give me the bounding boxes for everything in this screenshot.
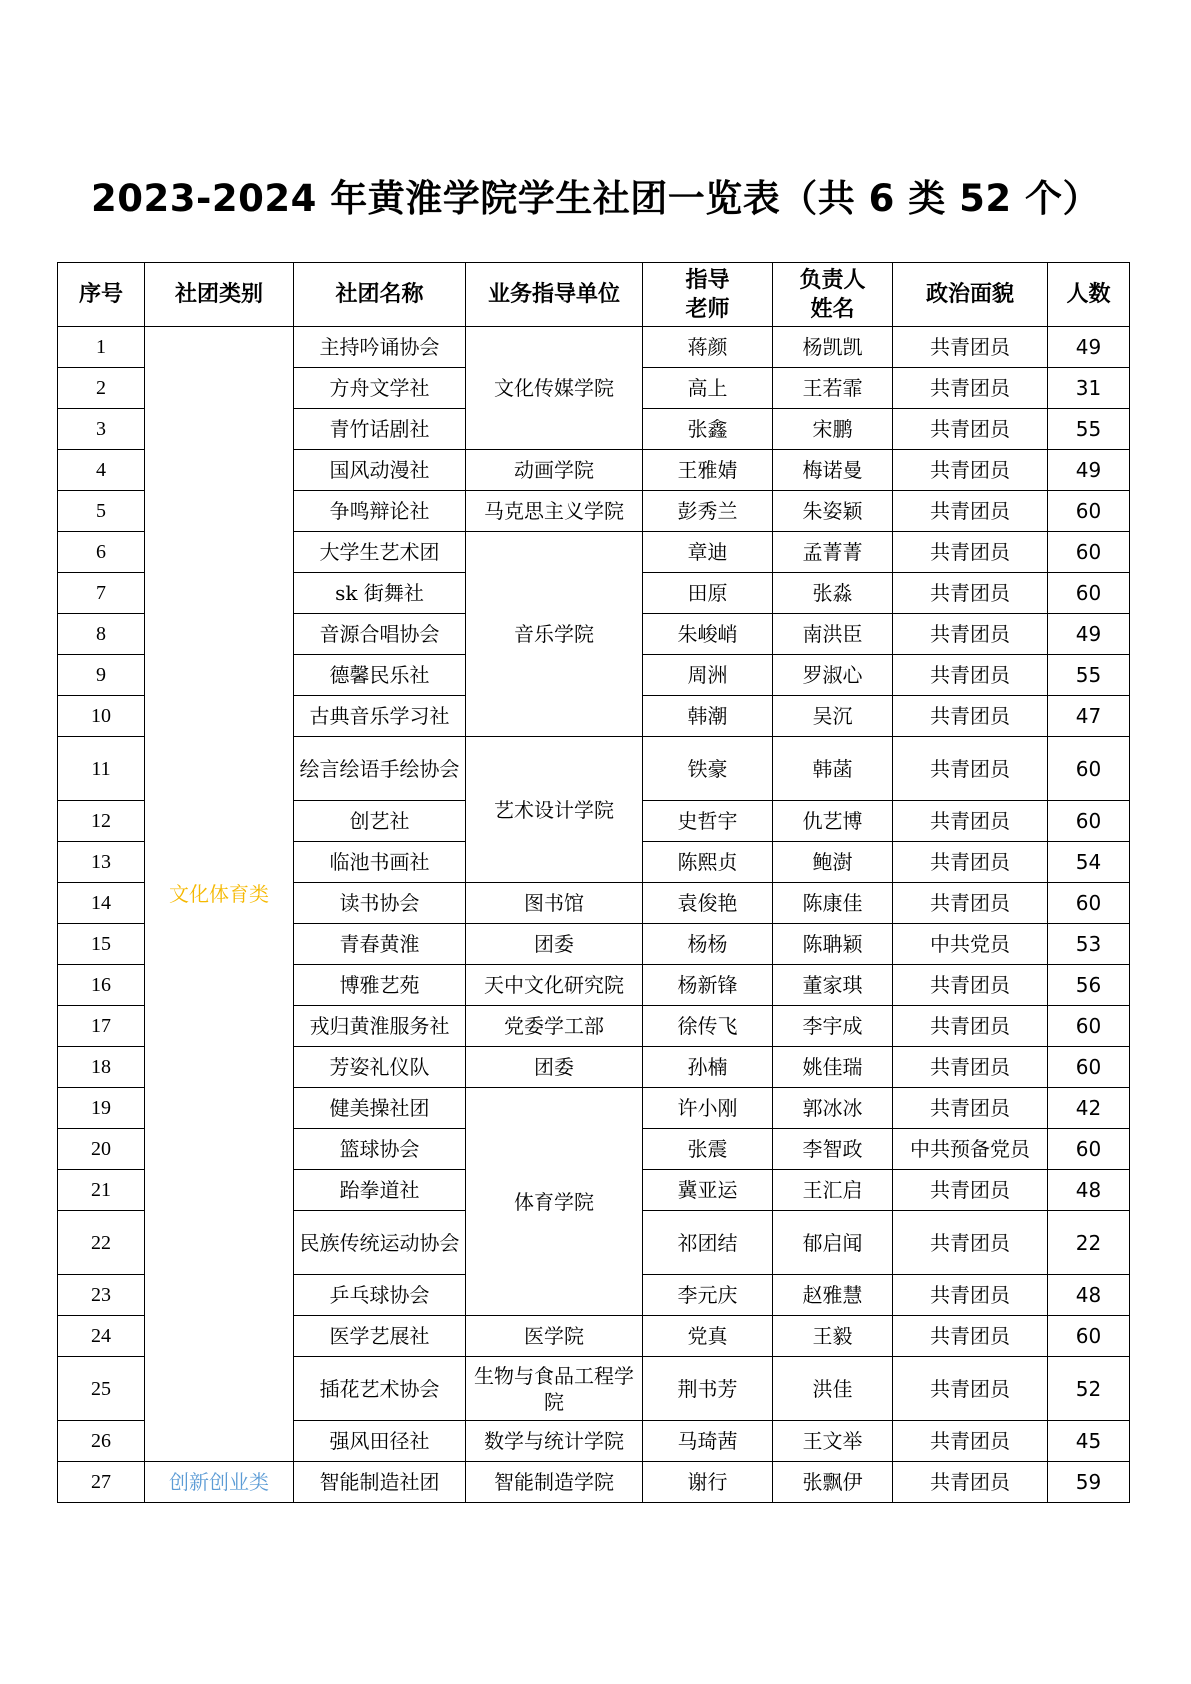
cell-teacher: 谢行 bbox=[643, 1462, 773, 1503]
cell-index: 23 bbox=[58, 1275, 145, 1316]
cell-teacher: 张震 bbox=[643, 1129, 773, 1170]
cell-members: 31 bbox=[1048, 368, 1130, 409]
cell-index: 24 bbox=[58, 1316, 145, 1357]
cell-teacher: 蒋颜 bbox=[643, 327, 773, 368]
cell-members: 60 bbox=[1048, 1316, 1130, 1357]
cell-club-name: 读书协会 bbox=[294, 883, 466, 924]
cell-club-name: 民族传统运动协会 bbox=[294, 1211, 466, 1275]
cell-members: 48 bbox=[1048, 1170, 1130, 1211]
cell-index: 26 bbox=[58, 1421, 145, 1462]
cell-teacher: 孙楠 bbox=[643, 1047, 773, 1088]
cell-unit: 动画学院 bbox=[466, 450, 643, 491]
cell-leader: 孟菁菁 bbox=[773, 532, 893, 573]
cell-leader: 张飘伊 bbox=[773, 1462, 893, 1503]
cell-members: 56 bbox=[1048, 965, 1130, 1006]
cell-index: 1 bbox=[58, 327, 145, 368]
header-unit: 业务指导单位 bbox=[466, 263, 643, 327]
cell-members: 60 bbox=[1048, 737, 1130, 801]
cell-unit: 音乐学院 bbox=[466, 532, 643, 737]
cell-club-name: 跆拳道社 bbox=[294, 1170, 466, 1211]
cell-political: 共青团员 bbox=[893, 1088, 1048, 1129]
cell-index: 8 bbox=[58, 614, 145, 655]
cell-club-name: 争鸣辩论社 bbox=[294, 491, 466, 532]
cell-index: 18 bbox=[58, 1047, 145, 1088]
cell-leader: 王文举 bbox=[773, 1421, 893, 1462]
cell-leader: 王毅 bbox=[773, 1316, 893, 1357]
cell-leader: 宋鹏 bbox=[773, 409, 893, 450]
header-members: 人数 bbox=[1048, 263, 1130, 327]
cell-unit: 艺术设计学院 bbox=[466, 737, 643, 883]
header-name: 社团名称 bbox=[294, 263, 466, 327]
cell-index: 2 bbox=[58, 368, 145, 409]
cell-index: 21 bbox=[58, 1170, 145, 1211]
cell-political: 共青团员 bbox=[893, 450, 1048, 491]
cell-members: 59 bbox=[1048, 1462, 1130, 1503]
cell-club-name: 古典音乐学习社 bbox=[294, 696, 466, 737]
cell-leader: 赵雅慧 bbox=[773, 1275, 893, 1316]
cell-political: 中共党员 bbox=[893, 924, 1048, 965]
cell-political: 共青团员 bbox=[893, 1047, 1048, 1088]
cell-leader: 朱姿颖 bbox=[773, 491, 893, 532]
cell-club-name: 乒乓球协会 bbox=[294, 1275, 466, 1316]
clubs-table bbox=[57, 262, 1130, 1503]
cell-index: 7 bbox=[58, 573, 145, 614]
cell-teacher: 杨杨 bbox=[643, 924, 773, 965]
cell-political: 共青团员 bbox=[893, 965, 1048, 1006]
cell-unit: 天中文化研究院 bbox=[466, 965, 643, 1006]
cell-index: 5 bbox=[58, 491, 145, 532]
cell-teacher: 祁团结 bbox=[643, 1211, 773, 1275]
cell-teacher: 马琦茜 bbox=[643, 1421, 773, 1462]
cell-category: 创新创业类 bbox=[145, 1462, 294, 1503]
cell-leader: 吴沉 bbox=[773, 696, 893, 737]
cell-leader: 王汇启 bbox=[773, 1170, 893, 1211]
cell-club-name: 芳姿礼仪队 bbox=[294, 1047, 466, 1088]
cell-political: 共青团员 bbox=[893, 491, 1048, 532]
cell-club-name: 主持吟诵协会 bbox=[294, 327, 466, 368]
cell-political: 共青团员 bbox=[893, 801, 1048, 842]
cell-leader: 罗淑心 bbox=[773, 655, 893, 696]
table-body bbox=[58, 327, 1130, 1503]
cell-club-name: 健美操社团 bbox=[294, 1088, 466, 1129]
cell-leader: 陈聃颖 bbox=[773, 924, 893, 965]
cell-index: 14 bbox=[58, 883, 145, 924]
cell-political: 共青团员 bbox=[893, 1462, 1048, 1503]
header-leader: 负责人 姓名 bbox=[773, 263, 893, 327]
cell-members: 60 bbox=[1048, 491, 1130, 532]
cell-political: 共青团员 bbox=[893, 1357, 1048, 1421]
header-political: 政治面貌 bbox=[893, 263, 1048, 327]
cell-members: 60 bbox=[1048, 1006, 1130, 1047]
cell-political: 中共预备党员 bbox=[893, 1129, 1048, 1170]
cell-leader: 郁启闻 bbox=[773, 1211, 893, 1275]
cell-index: 9 bbox=[58, 655, 145, 696]
cell-leader: 李宇成 bbox=[773, 1006, 893, 1047]
cell-club-name: 医学艺展社 bbox=[294, 1316, 466, 1357]
cell-leader: 韩菡 bbox=[773, 737, 893, 801]
cell-leader: 洪佳 bbox=[773, 1357, 893, 1421]
header-teacher: 指导 老师 bbox=[643, 263, 773, 327]
cell-club-name: 青春黄淮 bbox=[294, 924, 466, 965]
cell-leader: 郭冰冰 bbox=[773, 1088, 893, 1129]
cell-political: 共青团员 bbox=[893, 696, 1048, 737]
cell-political: 共青团员 bbox=[893, 1006, 1048, 1047]
cell-unit: 党委学工部 bbox=[466, 1006, 643, 1047]
cell-teacher: 朱峻峭 bbox=[643, 614, 773, 655]
cell-leader: 张淼 bbox=[773, 573, 893, 614]
cell-leader: 南洪臣 bbox=[773, 614, 893, 655]
cell-index: 17 bbox=[58, 1006, 145, 1047]
cell-political: 共青团员 bbox=[893, 842, 1048, 883]
cell-club-name: 绘言绘语手绘协会 bbox=[294, 737, 466, 801]
cell-members: 55 bbox=[1048, 409, 1130, 450]
cell-members: 52 bbox=[1048, 1357, 1130, 1421]
cell-teacher: 袁俊艳 bbox=[643, 883, 773, 924]
cell-political: 共青团员 bbox=[893, 1211, 1048, 1275]
cell-members: 49 bbox=[1048, 327, 1130, 368]
cell-members: 60 bbox=[1048, 532, 1130, 573]
cell-political: 共青团员 bbox=[893, 614, 1048, 655]
cell-members: 49 bbox=[1048, 614, 1130, 655]
cell-teacher: 荆书芳 bbox=[643, 1357, 773, 1421]
cell-teacher: 许小刚 bbox=[643, 1088, 773, 1129]
cell-teacher: 高上 bbox=[643, 368, 773, 409]
cell-teacher: 杨新锋 bbox=[643, 965, 773, 1006]
cell-club-name: 智能制造社团 bbox=[294, 1462, 466, 1503]
cell-index: 11 bbox=[58, 737, 145, 801]
cell-political: 共青团员 bbox=[893, 327, 1048, 368]
cell-club-name: 临池书画社 bbox=[294, 842, 466, 883]
cell-leader: 梅诺曼 bbox=[773, 450, 893, 491]
cell-unit: 生物与食品工程学院 bbox=[466, 1357, 643, 1421]
cell-index: 4 bbox=[58, 450, 145, 491]
cell-teacher: 陈熙贞 bbox=[643, 842, 773, 883]
cell-teacher: 党真 bbox=[643, 1316, 773, 1357]
cell-teacher: 张鑫 bbox=[643, 409, 773, 450]
cell-political: 共青团员 bbox=[893, 1275, 1048, 1316]
cell-club-name: 戎归黄淮服务社 bbox=[294, 1006, 466, 1047]
cell-index: 25 bbox=[58, 1357, 145, 1421]
cell-members: 22 bbox=[1048, 1211, 1130, 1275]
cell-unit: 团委 bbox=[466, 924, 643, 965]
cell-members: 55 bbox=[1048, 655, 1130, 696]
cell-members: 60 bbox=[1048, 801, 1130, 842]
cell-teacher: 史哲宇 bbox=[643, 801, 773, 842]
cell-index: 3 bbox=[58, 409, 145, 450]
cell-members: 47 bbox=[1048, 696, 1130, 737]
cell-unit: 数学与统计学院 bbox=[466, 1421, 643, 1462]
cell-members: 60 bbox=[1048, 1047, 1130, 1088]
cell-members: 60 bbox=[1048, 883, 1130, 924]
cell-index: 19 bbox=[58, 1088, 145, 1129]
cell-unit: 医学院 bbox=[466, 1316, 643, 1357]
cell-teacher: 王雅婧 bbox=[643, 450, 773, 491]
cell-members: 53 bbox=[1048, 924, 1130, 965]
header-category: 社团类别 bbox=[145, 263, 294, 327]
cell-political: 共青团员 bbox=[893, 883, 1048, 924]
cell-index: 12 bbox=[58, 801, 145, 842]
cell-leader: 李智政 bbox=[773, 1129, 893, 1170]
cell-political: 共青团员 bbox=[893, 368, 1048, 409]
cell-political: 共青团员 bbox=[893, 573, 1048, 614]
cell-political: 共青团员 bbox=[893, 737, 1048, 801]
cell-teacher: 韩潮 bbox=[643, 696, 773, 737]
cell-club-name: 方舟文学社 bbox=[294, 368, 466, 409]
cell-teacher: 章迪 bbox=[643, 532, 773, 573]
cell-index: 6 bbox=[58, 532, 145, 573]
header-index: 序号 bbox=[58, 263, 145, 327]
cell-unit: 智能制造学院 bbox=[466, 1462, 643, 1503]
cell-members: 60 bbox=[1048, 573, 1130, 614]
cell-political: 共青团员 bbox=[893, 1170, 1048, 1211]
cell-teacher: 彭秀兰 bbox=[643, 491, 773, 532]
cell-political: 共青团员 bbox=[893, 1316, 1048, 1357]
cell-unit: 马克思主义学院 bbox=[466, 491, 643, 532]
cell-club-name: sk 街舞社 bbox=[294, 573, 466, 614]
cell-index: 16 bbox=[58, 965, 145, 1006]
cell-unit: 体育学院 bbox=[466, 1088, 643, 1316]
cell-club-name: 强风田径社 bbox=[294, 1421, 466, 1462]
cell-unit: 图书馆 bbox=[466, 883, 643, 924]
table-row bbox=[58, 327, 1130, 368]
cell-club-name: 插花艺术协会 bbox=[294, 1357, 466, 1421]
cell-club-name: 博雅艺苑 bbox=[294, 965, 466, 1006]
cell-index: 27 bbox=[58, 1462, 145, 1503]
cell-unit: 团委 bbox=[466, 1047, 643, 1088]
cell-leader: 王若霏 bbox=[773, 368, 893, 409]
cell-leader: 鲍澍 bbox=[773, 842, 893, 883]
cell-political: 共青团员 bbox=[893, 532, 1048, 573]
cell-members: 54 bbox=[1048, 842, 1130, 883]
cell-members: 45 bbox=[1048, 1421, 1130, 1462]
cell-members: 42 bbox=[1048, 1088, 1130, 1129]
cell-leader: 董家琪 bbox=[773, 965, 893, 1006]
cell-teacher: 徐传飞 bbox=[643, 1006, 773, 1047]
cell-index: 22 bbox=[58, 1211, 145, 1275]
page-title: 2023-2024 年黄淮学院学生社团一览表（共 6 类 52 个） bbox=[91, 177, 1100, 220]
cell-members: 48 bbox=[1048, 1275, 1130, 1316]
cell-members: 60 bbox=[1048, 1129, 1130, 1170]
cell-index: 10 bbox=[58, 696, 145, 737]
cell-teacher: 周洲 bbox=[643, 655, 773, 696]
cell-club-name: 国风动漫社 bbox=[294, 450, 466, 491]
table-header-row bbox=[58, 263, 1130, 327]
cell-index: 15 bbox=[58, 924, 145, 965]
cell-political: 共青团员 bbox=[893, 1421, 1048, 1462]
cell-leader: 仇艺博 bbox=[773, 801, 893, 842]
cell-teacher: 田原 bbox=[643, 573, 773, 614]
cell-unit: 文化传媒学院 bbox=[466, 327, 643, 450]
cell-members: 49 bbox=[1048, 450, 1130, 491]
cell-political: 共青团员 bbox=[893, 409, 1048, 450]
cell-category: 文化体育类 bbox=[145, 327, 294, 1462]
cell-club-name: 德馨民乐社 bbox=[294, 655, 466, 696]
cell-club-name: 篮球协会 bbox=[294, 1129, 466, 1170]
cell-leader: 陈康佳 bbox=[773, 883, 893, 924]
cell-teacher: 李元庆 bbox=[643, 1275, 773, 1316]
cell-leader: 姚佳瑞 bbox=[773, 1047, 893, 1088]
cell-club-name: 音源合唱协会 bbox=[294, 614, 466, 655]
cell-index: 13 bbox=[58, 842, 145, 883]
cell-political: 共青团员 bbox=[893, 655, 1048, 696]
cell-leader: 杨凯凯 bbox=[773, 327, 893, 368]
cell-index: 20 bbox=[58, 1129, 145, 1170]
table-row bbox=[58, 1462, 1130, 1503]
cell-club-name: 青竹话剧社 bbox=[294, 409, 466, 450]
cell-teacher: 铁豪 bbox=[643, 737, 773, 801]
cell-club-name: 创艺社 bbox=[294, 801, 466, 842]
cell-teacher: 冀亚运 bbox=[643, 1170, 773, 1211]
cell-club-name: 大学生艺术团 bbox=[294, 532, 466, 573]
